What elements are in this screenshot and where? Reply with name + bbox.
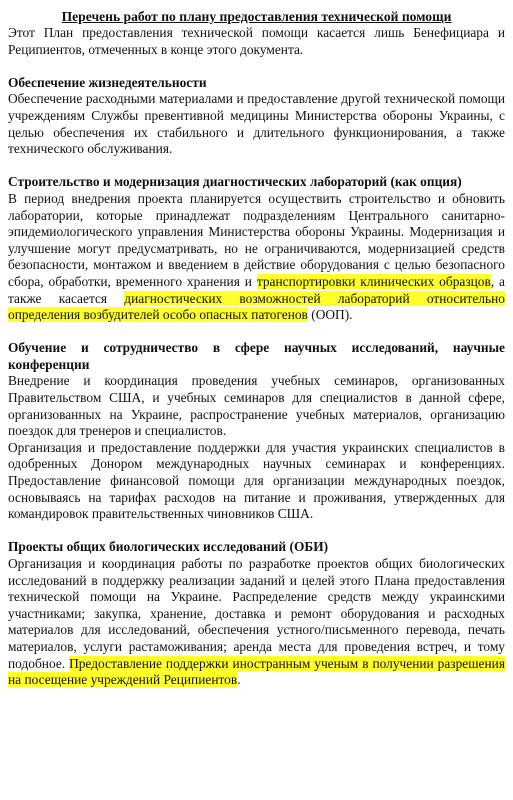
- body-text: , а также касается: [8, 273, 506, 306]
- section-body: [8, 556, 505, 689]
- body-text: Организация и координация работы по разработке проектов общих биологических исследований в поддержку реализации заданий и целей этого Плана предоставления технической помощи на Украине. Распределение средств между украинскими участниками; закупка, хранение, доставка и ремонт оборудования и расходных материалов для исследований, обеспечения устного/письменного перевода, печать материалов, услуги растаможивания; аренда места для проведения встреч, и тому подобное.: [8, 556, 505, 671]
- section-heading: Проекты общих биологических исследований (ОБИ): [8, 539, 329, 555]
- section-biological-research: [8, 539, 505, 688]
- body-text: В период внедрения проекта планируется осуществить строительство и обновить лаборатории, которые принадлежат подразделениям Центрального санитарно-эпидемиологического управления Министерства обороны Украины. Модернизация и улучшение могут предусматривать, но не ограничиваются, модернизацией средств безопасности, монтажом и введением в действие оборудования с целью безопасного сбора, обработки, временного хранения и: [8, 190, 505, 289]
- section-training: [8, 340, 505, 523]
- section-body: Обеспечение расходными материалами и предоставление другой технической помощи учреждениям Службы превентивной медицины Министерства обороны Украины, с целью обеспечения их стабильного и длительного функционирования, а также технического обслуживания.: [8, 91, 505, 157]
- document-title: Перечень работ по плану предоставления технической помощи: [61, 9, 452, 24]
- section-body: Внедрение и координация проведения учебных семинаров, организованных Правительством США, и учебных семинаров для специалистов в данной сфере, организованных на Украине, распространение учебных материалов, организацию поездок для тренеров и специалистов.: [8, 373, 505, 439]
- section-body: [8, 191, 505, 324]
- intro-paragraph: Этот План предоставления технической помощи касается лишь Бенефициара и Реципиентов, отмеченных в конце этого документа.: [8, 25, 505, 57]
- section-lab-construction: [8, 174, 505, 323]
- highlighted-text: транспортировки клинических образцов: [256, 273, 491, 289]
- section-life-support: [8, 75, 505, 158]
- body-text: .: [237, 672, 241, 688]
- section-heading: Обучение и сотрудничество в сфере научных исследований, научные конференции: [8, 340, 505, 372]
- highlighted-text: Предоставление поддержки иностранным ученым в получении разрешения на посещение учреждений Реципиентов: [8, 655, 505, 688]
- section-heading: Обеспечение жизнедеятельности: [8, 74, 207, 90]
- body-text: (ООП).: [307, 307, 353, 323]
- highlighted-text: диагностических возможностей лабораторий относительно определения возбудителей особо опасных патогенов: [8, 290, 505, 323]
- section-body: Организация и предоставление поддержки для участия украинских специалистов в одобренных Донором международных научных семинарах и конференциях. Предоставление финансовой помощи для организации международных поездок, основываясь на тарифах расходов на питание и проживания, утвержденных для командировок правительственных чиновников США.: [8, 439, 505, 522]
- section-heading: Строительство и модернизация диагностических лабораторий (как опция): [8, 174, 462, 190]
